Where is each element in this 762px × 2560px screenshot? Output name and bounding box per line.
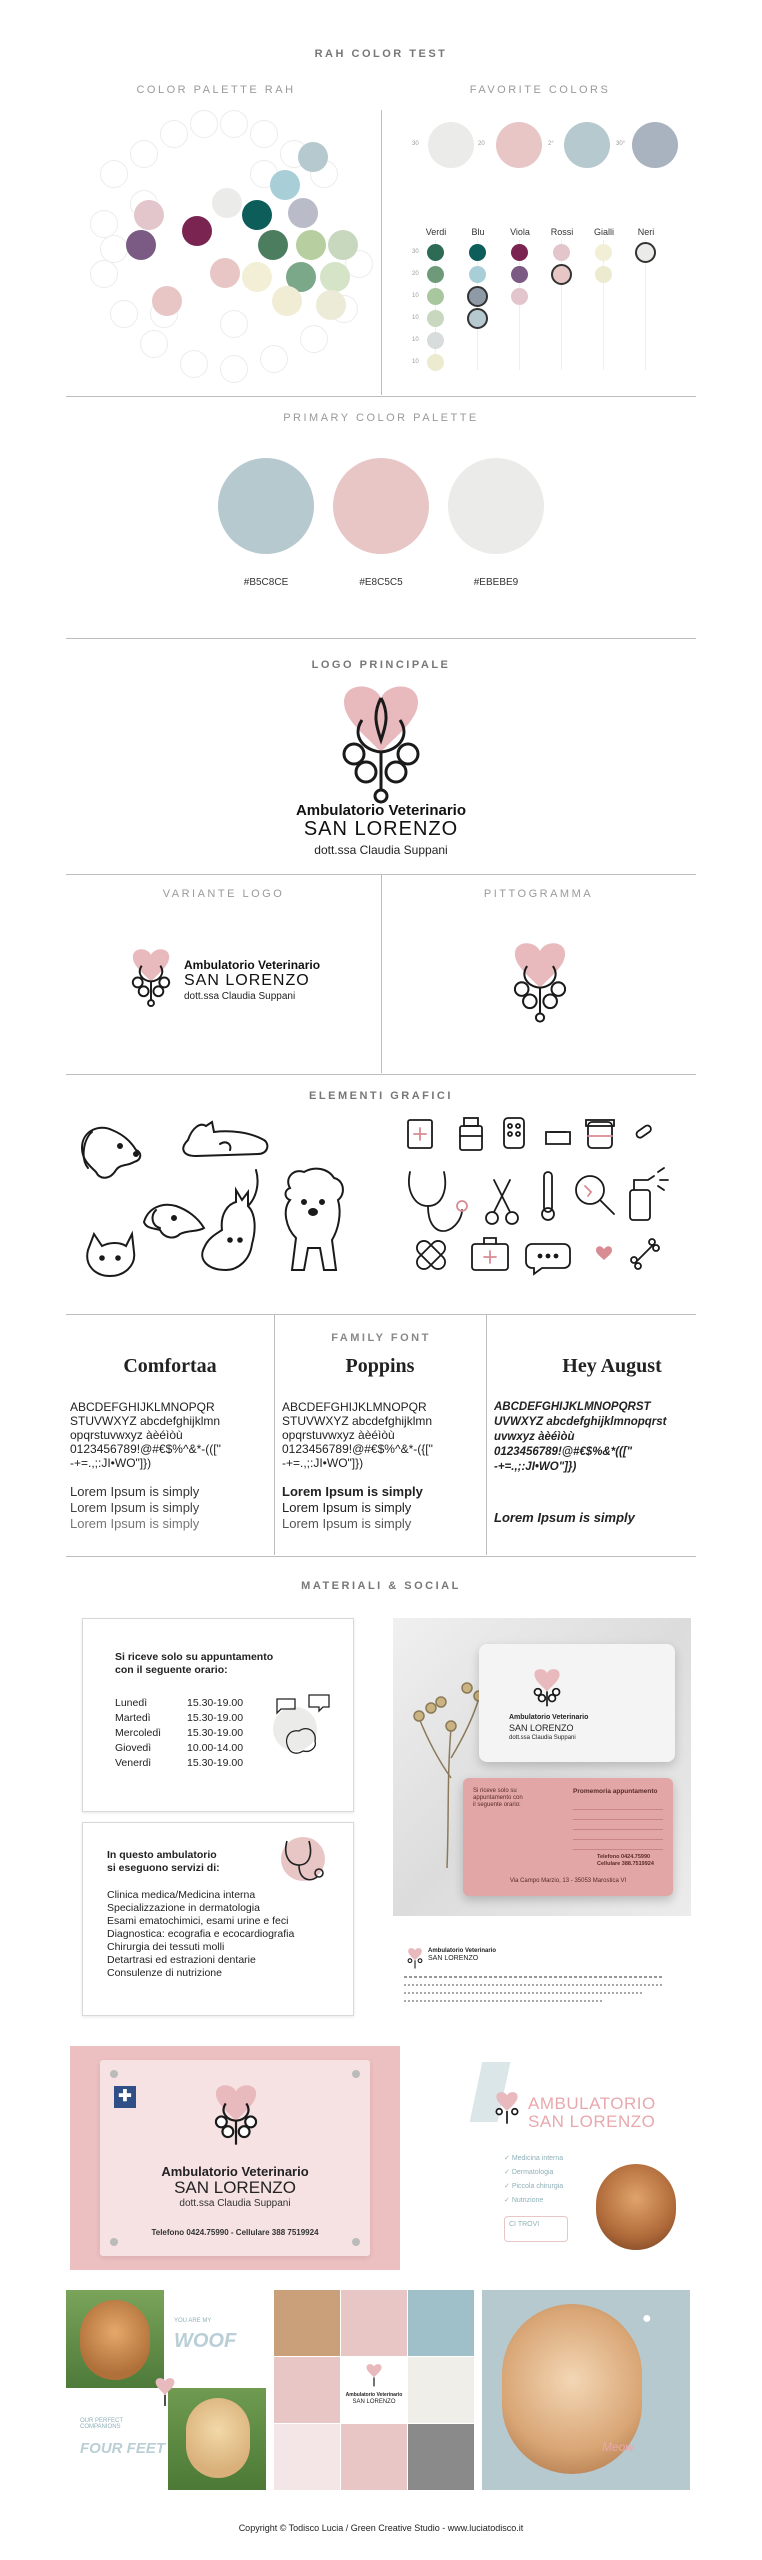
fav-top-label-1: 30 — [412, 141, 419, 147]
pets-chat-icon — [269, 1689, 339, 1759]
social-post-dogs: YOU ARE MY WOOF OUR PERFECT COMPANIONS FOUR FEET — [66, 2290, 266, 2490]
business-card-mockup — [393, 1618, 691, 1916]
fav-swatch-slate — [632, 122, 678, 168]
primary-palette-title: PRIMARY COLOR PALETTE — [283, 412, 479, 424]
primary-hex-1: #B5C8CE — [243, 577, 289, 588]
fav-col-verdi: Verdi — [425, 227, 447, 237]
primary-hex-2: #E8C5C5 — [359, 577, 403, 588]
font-glyphs-hey-august: ABCDEFGHIJKLMNOPQRST UVWXYZ abcdefghijklmnopqrst uvwxyz àèéìòù 0123456789!@#€$%&*(([" -+=.,;:JI•WO"]}) — [494, 1401, 667, 1473]
fav-swatch-blue — [564, 122, 610, 168]
fav-col-neri: Neri — [637, 227, 655, 237]
elementi-grafici-title: ELEMENTI GRAFICI — [309, 1090, 453, 1102]
footer-copyright: Copyright © Todisco Lucia / Green Creative Studio - www.luciatodisco.it — [238, 2523, 524, 2533]
font-lorem-comfortaa-1: Lorem Ipsum is simply — [70, 1484, 200, 1499]
section-title-rah: RAH COLOR TEST — [314, 48, 448, 60]
fav-top-label-3: 2° — [548, 141, 554, 147]
logo-principale-title: LOGO PRINCIPALE — [311, 659, 451, 671]
letterhead-mockup: Ambulatorio Veterinario SAN LORENZO — [404, 1946, 674, 2008]
font-glyphs-poppins: ABCDEFGHIJKLMNOPQR STUVWXYZ abcdefghijklmn opqrstuvwxyz àèéìòù 0123456789!@#€$%^&*-({[" -+=.,;:JI•WO"]}) — [282, 1400, 433, 1470]
services-card — [82, 1822, 354, 2016]
fav-col-rossi: Rossi — [550, 227, 574, 237]
font-name-hey-august: Hey August — [562, 1355, 662, 1377]
logo-pictogram-icon — [322, 680, 440, 810]
business-card-back: Si riceve solo su appuntamento con il seguente orario: Promemoria appuntamento Telefono 0424.75990 Cellulare 388.7519924 Via Campo Marzio, 13 - 35053 Marostica VI — [463, 1778, 673, 1896]
font-lorem-hey-august: Lorem Ipsum is simply — [494, 1510, 635, 1525]
palette-rah-title: COLOR PALETTE RAH — [136, 84, 296, 96]
plaque-cross-icon: ✚ — [114, 2086, 136, 2108]
family-font-title: FAMILY FONT — [331, 1332, 431, 1344]
animals-illustration-icon — [70, 1110, 370, 1290]
flyer-title-2: SAN LORENZO — [528, 2112, 656, 2131]
stethoscope-icon — [279, 1835, 327, 1889]
primary-swatch-1 — [218, 458, 314, 554]
variante-pictogram-icon — [122, 944, 180, 1012]
palette-rah-cloud — [90, 100, 380, 390]
favorite-grid: 30 20 10 10 10 10 — [410, 240, 680, 380]
social-post-cat: Meow ● — [482, 2290, 690, 2490]
social-post-grid: Ambulatorio Veterinario SAN LORENZO — [274, 2290, 474, 2490]
primary-swatch-3 — [448, 458, 544, 554]
font-lorem-poppins-2: Lorem Ipsum is simply — [282, 1500, 412, 1515]
opening-hours-heading: Si riceve solo su appuntamento con il seguente orario: — [115, 1651, 274, 1676]
font-lorem-comfortaa-2: Lorem Ipsum is simply — [70, 1500, 200, 1515]
flyer-cat-photo — [596, 2164, 676, 2250]
fav-swatch-grey — [428, 122, 474, 168]
plaque-mockup: ✚ Ambulatorio Veterinario SAN LORENZO dott.ssa Claudia Suppani Telefono 0424.75990 - Cellulare 388 7519924 — [70, 2046, 400, 2270]
primary-hex-3: #EBEBE9 — [473, 577, 519, 588]
flyer-title-1: AMBULATORIO — [528, 2094, 656, 2113]
variante-logo-title: VARIANTE LOGO — [162, 888, 285, 900]
flyer-cta: CI TROVI — [504, 2216, 568, 2242]
pittogramma-title: PITTOGRAMMA — [483, 888, 594, 900]
logo-line3: dott.ssa Claudia Suppani — [314, 843, 448, 857]
fav-col-viola: Viola — [510, 227, 530, 237]
font-name-poppins: Poppins — [345, 1355, 415, 1377]
fav-col-blu: Blu — [471, 227, 485, 237]
opening-hours-card — [82, 1618, 354, 1812]
pittogramma-icon — [500, 922, 580, 1044]
font-lorem-poppins-3: Lorem Ipsum is simply — [282, 1516, 412, 1531]
primary-swatch-2 — [333, 458, 429, 554]
variante-line2: SAN LORENZO — [184, 972, 310, 989]
fav-top-label-4: 30° — [616, 141, 626, 147]
materiali-social-title: MATERIALI & SOCIAL — [301, 1580, 461, 1592]
variante-line3: dott.ssa Claudia Suppani — [184, 991, 296, 1002]
flyer-mockup — [420, 2056, 690, 2266]
business-card-front: Ambulatorio Veterinario SAN LORENZO dott.ssa Claudia Suppani — [479, 1644, 675, 1762]
opening-hours-table: Lunedì 15.30-19.00 Martedì 15.30-19.00 Mercoledì 15.30-19.00 Giovedì 10.00-14.00 Venerdì 15.30-19.00 — [115, 1697, 244, 1769]
variante-line1: Ambulatorio Veterinario — [184, 958, 321, 972]
paw-icon: ● — [642, 2310, 652, 2327]
fav-swatch-pink — [496, 122, 542, 168]
flyer-services: ✓ Medicina interna ✓ Dermatologia ✓ Piccola chirurgia ✓ Nutrizione — [504, 2155, 564, 2204]
vet-tools-illustration-icon — [400, 1110, 690, 1290]
font-name-comfortaa: Comfortaa — [123, 1355, 217, 1377]
fav-col-gialli: Gialli — [593, 227, 614, 237]
logo-line2: SAN LORENZO — [303, 818, 459, 840]
services-list: Clinica medica/Medicina interna Specializzazione in dermatologia Esami ematochimici, esami urine e feci Diagnostica: ecografia e ecocardiografia Chirurgia dei tessuti molli Detartrasi ed estrazioni dentarie Consulenze di nutrizione — [107, 1889, 295, 1979]
fav-top-label-2: 20 — [478, 141, 485, 147]
logo-line1: Ambulatorio Veterinario — [295, 802, 467, 819]
services-heading: In questo ambulatorio si eseguono servizi di: — [107, 1849, 220, 1874]
font-lorem-poppins-1: Lorem Ipsum is simply — [282, 1484, 423, 1499]
favorite-colors-title: FAVORITE COLORS — [469, 84, 611, 96]
font-lorem-comfortaa-3: Lorem Ipsum is simply — [70, 1516, 200, 1531]
font-glyphs-comfortaa: ABCDEFGHIJKLMNOPQR STUVWXYZ abcdefghijklmn opqrstuvwxyz àèéìòù 0123456789!@#€$%^&*-(([" -+=.,;:JI•WO"]}) — [70, 1400, 221, 1470]
